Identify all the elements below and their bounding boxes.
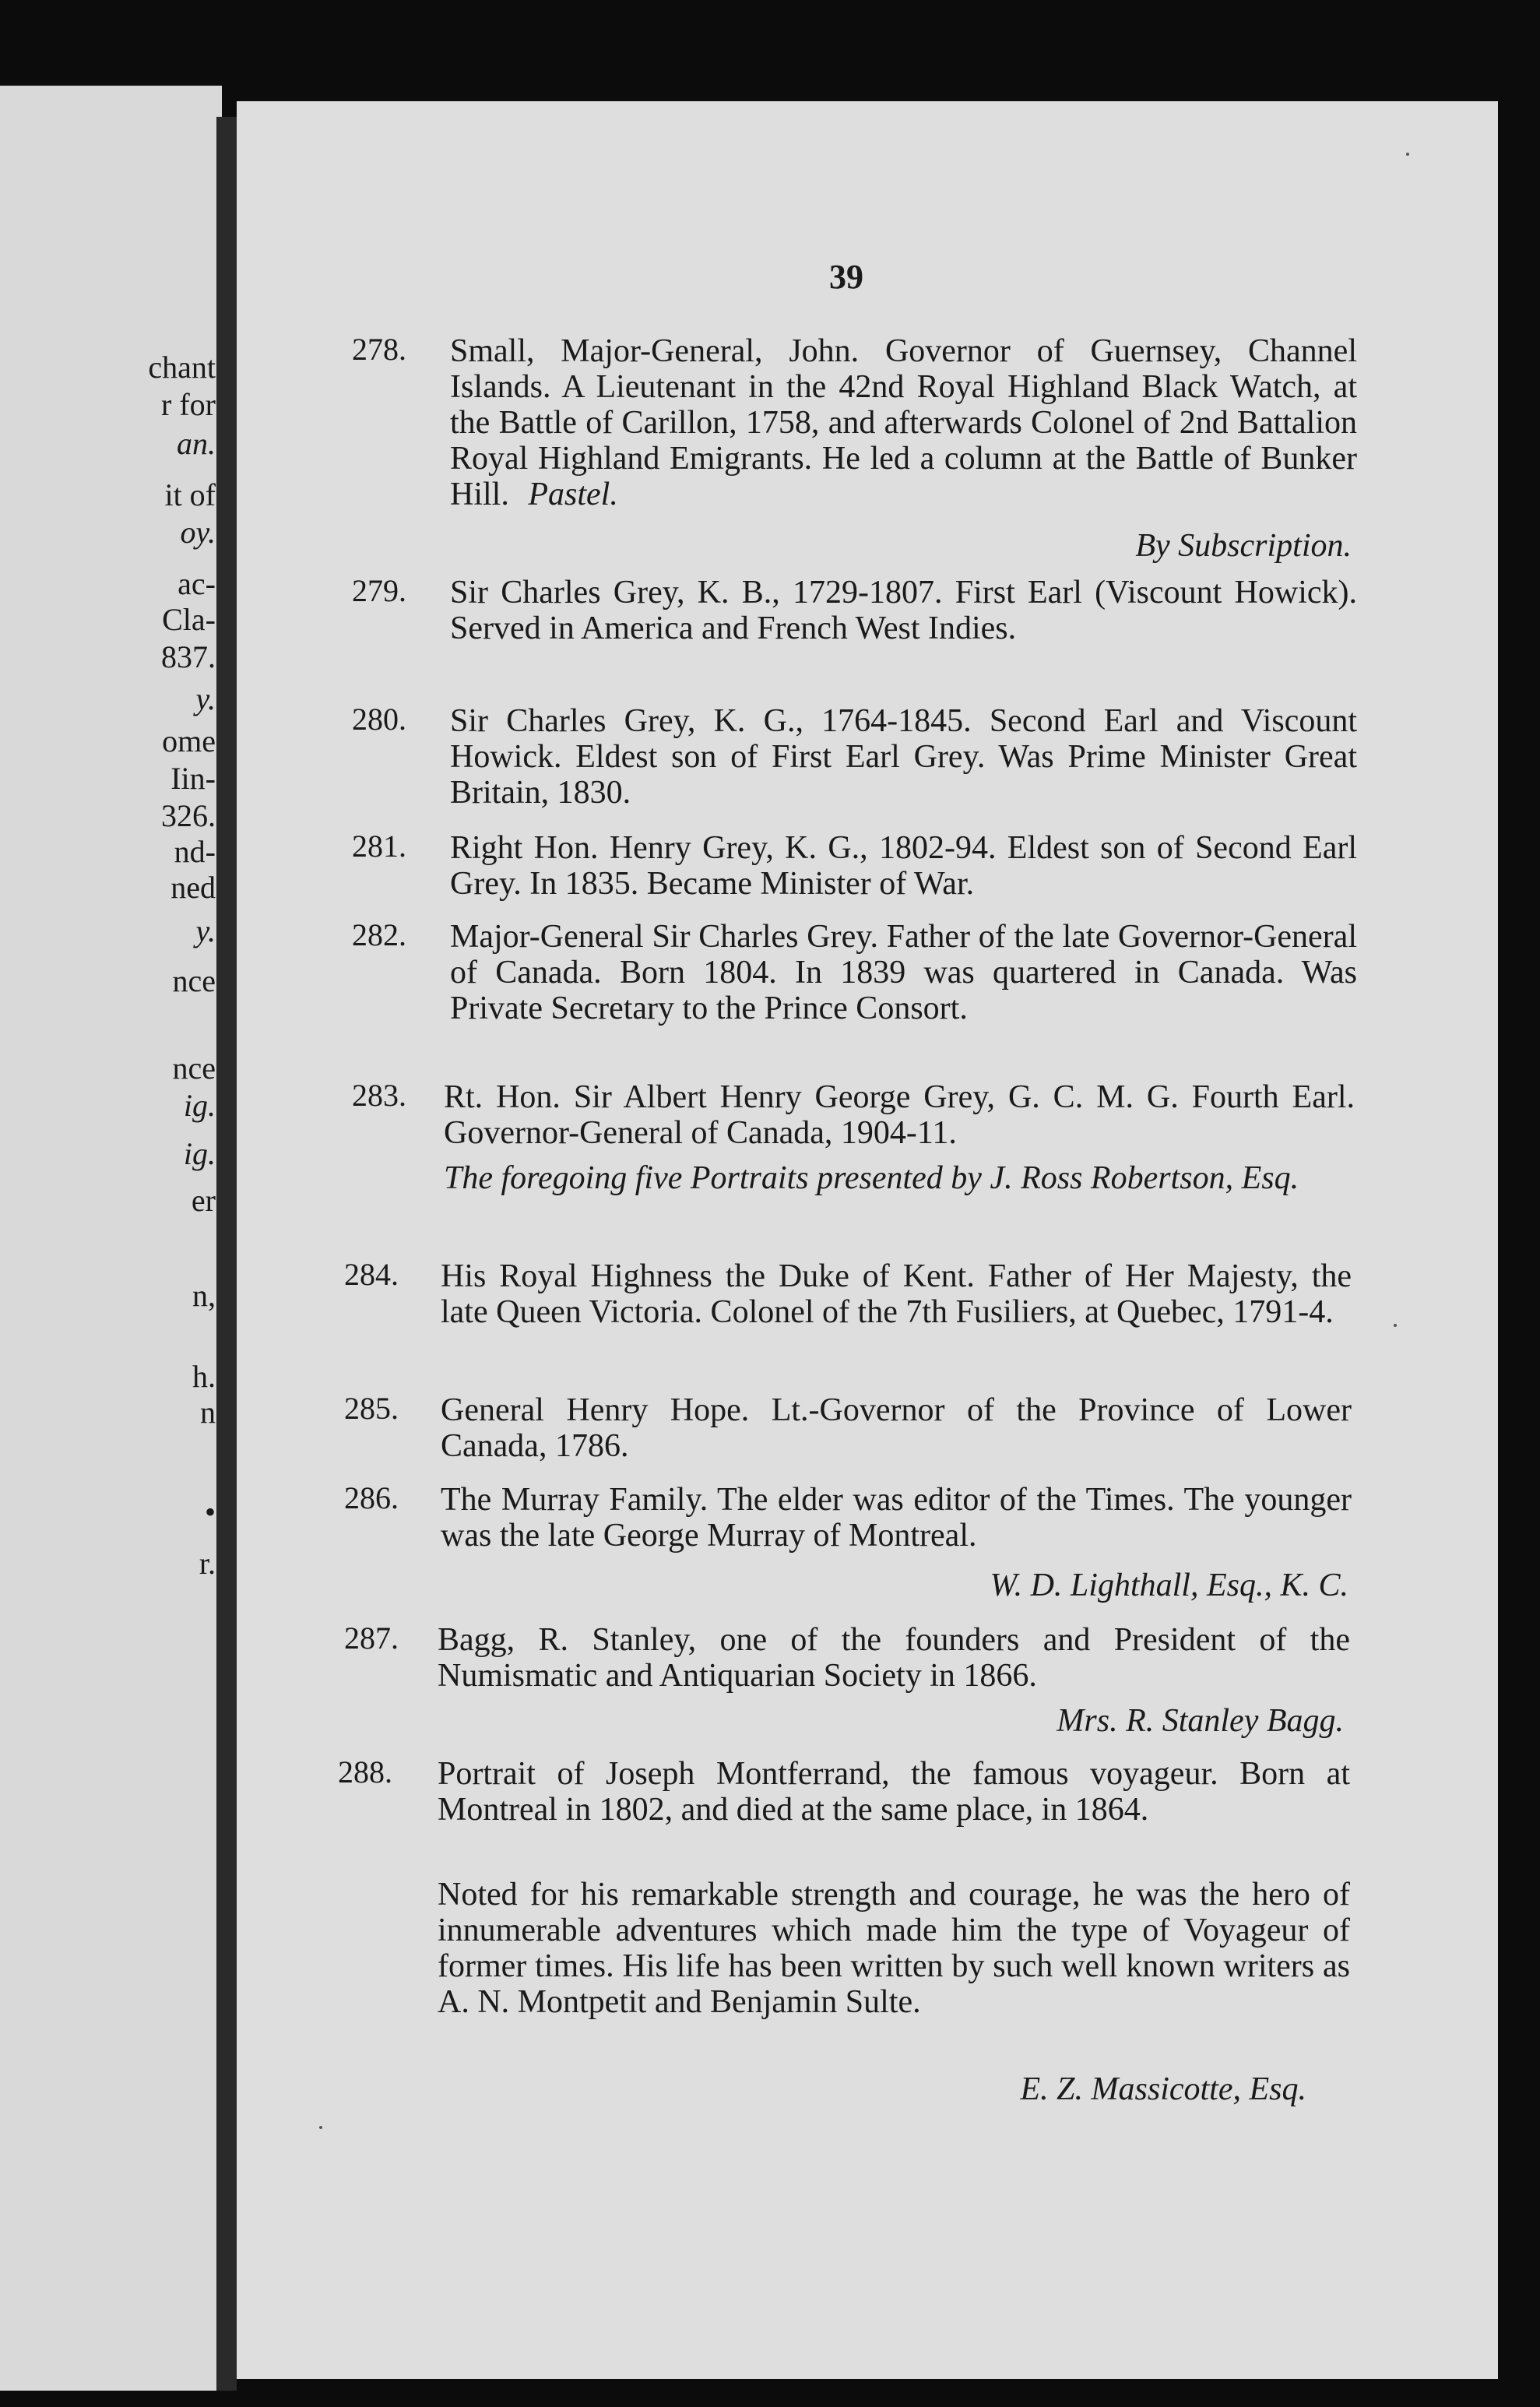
entry-text: The Murray Family. The elder was editor of the Times. The younger was the late George Murray of Montreal.	[441, 1482, 1352, 1554]
entry-text: Portrait of Joseph Montferrand, the famous voyageur. Born at Montreal in 1802, and died at the same place, in 1864.	[438, 1756, 1350, 1828]
entry-note: The foregoing five Portraits presented by J. Ross Robertson, Esq.	[444, 1160, 1299, 1196]
left-page-text-fragment: Iin-	[171, 761, 216, 796]
left-page-text-fragment: 326.	[161, 798, 216, 833]
entry-text: His Royal Highness the Duke of Kent. Father of Her Majesty, the late Queen Victoria. Colonel of the 7th Fusiliers, at Quebec, 1791-4.	[441, 1258, 1352, 1330]
left-page-text-fragment: y.	[195, 681, 216, 716]
left-page-text-fragment: n,	[192, 1278, 216, 1313]
speck	[1406, 153, 1409, 156]
entry-text: Right Hon. Henry Grey, K. G., 1802-94. Eldest son of Second Earl Grey. In 1835. Became Minister of War.	[450, 830, 1357, 902]
left-page-text-fragment: r.	[199, 1546, 216, 1581]
left-page-text-fragment: ome	[162, 723, 216, 758]
entry-credit: E. Z. Massicotte, Esq.	[1020, 2071, 1306, 2107]
left-page-text-fragment: ig.	[183, 1136, 216, 1171]
book-spine	[216, 117, 237, 2391]
entry-text: Sir Charles Grey, K. B., 1729-1807. First Earl (Viscount Howick). Served in America and French West Indies.	[450, 575, 1357, 646]
entry-credit: Mrs. R. Stanley Bagg.	[1057, 1703, 1344, 1739]
entry-text: Sir Charles Grey, K. G., 1764-1845. Second Earl and Viscount Howick. Eldest son of First Earl Grey. Was Prime Minister Great Britain, 1830.	[450, 703, 1357, 811]
left-page-text-fragment: ig.	[183, 1088, 216, 1123]
entry-number: 287.	[344, 1621, 399, 1656]
entry-text: Major-General Sir Charles Grey. Father of the late Governor-General of Canada. Born 1804. In 1839 was quartered in Canada. Was Private Secretary to the Prince Consort.	[450, 919, 1357, 1026]
left-page-text-fragment: •	[204, 1494, 216, 1529]
entry-body: Small, Major-General, John. Governor of Guernsey, Channel Islands. A Lieutenant in the 42nd Royal Highland Black Watch, at the Battle of Carillon, 1758, and afterwards Colonel of 2nd Battalion Royal Highland Emigrants. He led a column at the Battle of Bunker Hill.	[450, 333, 1357, 512]
left-page-text-fragment: r for	[161, 387, 216, 422]
left-page-text-fragment: oy.	[180, 515, 216, 550]
entry-number: 278.	[352, 332, 406, 367]
entry-medium: Pastel.	[528, 477, 618, 512]
left-page-text-fragment: an.	[177, 426, 216, 461]
entry-text: Rt. Hon. Sir Albert Henry George Grey, G. C. M. G. Fourth Earl. Governor-General of Canada, 1904-11.	[444, 1079, 1355, 1151]
left-page-text-fragment: it of	[164, 477, 216, 512]
left-page-text-fragment: y.	[195, 913, 216, 948]
entry-number: 288.	[338, 1754, 392, 1789]
entry-number: 283.	[352, 1078, 406, 1113]
left-page-fragment	[0, 86, 222, 2391]
speck	[1394, 1324, 1397, 1327]
left-page-text-fragment: nce	[172, 963, 216, 998]
left-page-text-fragment: 837.	[161, 639, 216, 674]
entry-text	[450, 333, 1357, 512]
entry-credit: By Subscription.	[1135, 528, 1352, 564]
left-page-text-fragment: chant	[148, 350, 216, 385]
left-page-text-fragment: h.	[192, 1359, 216, 1394]
entry-number: 284.	[344, 1257, 399, 1292]
entry-number: 281.	[352, 829, 406, 864]
left-page-text-fragment: er	[191, 1183, 216, 1218]
entry-text: Bagg, R. Stanley, one of the founders and President of the Numismatic and Antiquarian Society in 1866.	[438, 1622, 1350, 1694]
left-page-text-fragment: n	[200, 1395, 216, 1430]
entry-number: 282.	[352, 917, 406, 952]
left-page-text-fragment: Cla-	[162, 602, 216, 637]
entry-text-continued: Noted for his remarkable strength and courage, he was the hero of innumerable adventures which made him the type of Voyageur of former times. His life has been written by such well known writers as A. N. Montpetit and Benjamin Sulte.	[438, 1877, 1350, 2020]
page-number: 39	[829, 258, 863, 296]
left-page-text-fragment: ned	[171, 870, 216, 905]
speck	[319, 2126, 322, 2129]
left-page-text-fragment: ac-	[178, 566, 216, 601]
entry-number: 280.	[352, 702, 406, 737]
left-page-text-fragment: nce	[172, 1050, 216, 1086]
entry-text: General Henry Hope. Lt.-Governor of the Province of Lower Canada, 1786.	[441, 1392, 1352, 1464]
entry-credit: W. D. Lighthall, Esq., K. C.	[990, 1568, 1348, 1603]
left-page-text-fragment: nd-	[174, 834, 216, 869]
entry-number: 285.	[344, 1391, 399, 1426]
entry-number: 279.	[352, 573, 406, 608]
entry-number: 286.	[344, 1480, 399, 1515]
